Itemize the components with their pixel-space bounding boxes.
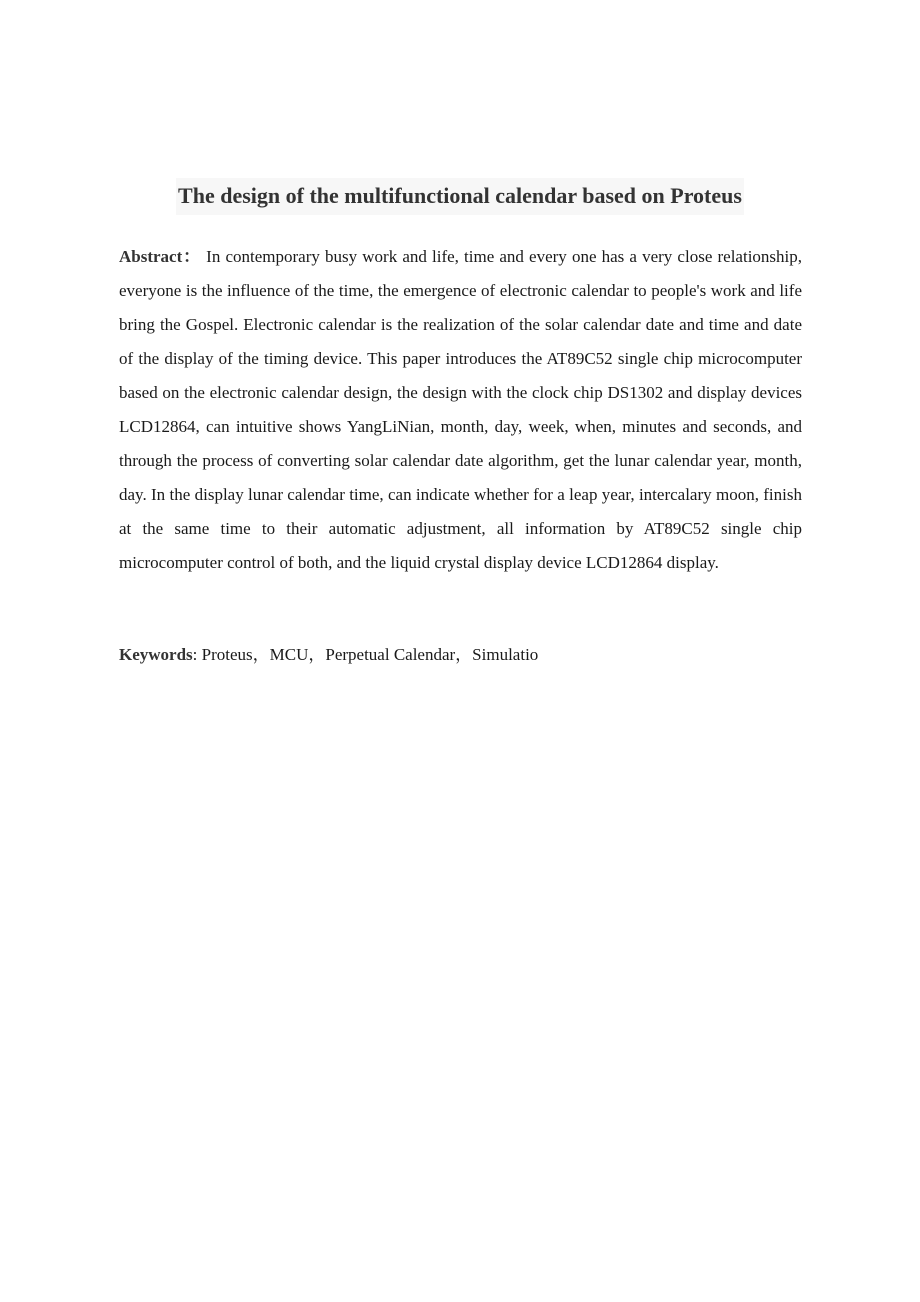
- abstract-paragraph: [119, 240, 802, 580]
- keywords-line: [119, 638, 802, 672]
- abstract-label: Abstract：: [119, 247, 202, 266]
- document-title: The design of the multifunctional calendar based on Proteus: [176, 178, 744, 215]
- title-block: [0, 178, 920, 215]
- keywords-label: Keywords: [119, 645, 193, 664]
- keywords-text: : Proteus，MCU，Perpetual Calendar，Simulatio: [192, 645, 539, 664]
- abstract-text: In contemporary busy work and life, time and every one has a very close relationship, everyone is the influence of the time, the emergence of electronic calendar to people's work and life bring the Gospel. Electronic calendar is the realization of the solar calendar date and time and date of the display of the timing device. This paper introduces the AT89C52 single chip microcomputer based on the electronic calendar design, the design with the clock chip DS1302 and display devices LCD12864, can intuitive shows YangLiNian, month, day, week, when, minutes and seconds, and through the process of converting solar calendar date algorithm, get the lunar calendar year, month, day. In the display lunar calendar time, can indicate whether for a leap year, intercalary moon, finish at the same time to their automatic adjustment, all information by AT89C52 single chip microcomputer control of both, and the liquid crystal display device LCD12864 display.: [119, 247, 803, 572]
